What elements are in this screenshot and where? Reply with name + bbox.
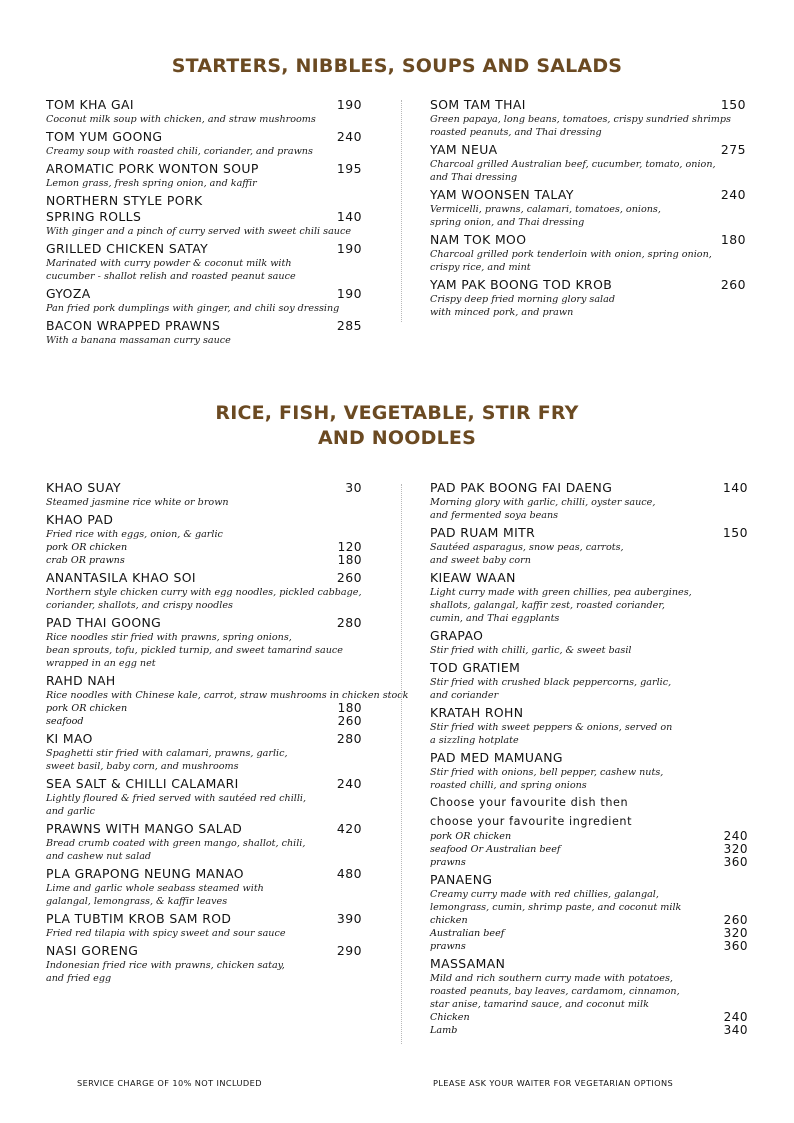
item-name: BACON WRAPPED PRAWNS [46,318,221,333]
item-description: roasted peanuts, and Thai dressing [430,127,602,138]
item-name-row [430,750,748,766]
item-spacer [46,347,362,350]
item-description: roasted peanuts, bay leaves, cardamom, cinnamon, [430,986,680,997]
item-price: 30 [345,480,362,495]
item-name-row [46,512,362,528]
item-description: Marinated with curry powder & coconut milk with [46,258,292,269]
menu-item [430,705,748,747]
item-price: 285 [336,318,362,333]
item-description: galangal, lemongrass, & kaffir leaves [46,896,228,907]
item-description: roasted chilli, and spring onions [430,780,587,791]
item-description: and coriander [430,690,499,701]
item-name-row [46,97,362,113]
item-description: Lime and garlic whole seabass steamed with [46,883,264,894]
item-name-row [430,97,746,113]
item-description: Mild and rich southern curry made with potatoes, [430,973,673,984]
menu-item [430,142,746,184]
item-name: PANAENG [430,872,493,887]
menu-item [46,209,362,238]
starters-section-title: STARTERS, NIBBLES, SOUPS AND SALADS [171,55,623,77]
item-name: YAM NEUA [430,142,498,157]
item-description: Stir fried with onions, bell pepper, cashew nuts, [430,767,664,778]
item-name: KIEAW WAAN [430,570,516,585]
item-description: Creamy soup with roasted chili, coriander, and prawns [46,146,313,157]
mains-left-column [46,480,409,988]
item-price: 195 [336,161,362,176]
menu-item [46,776,362,818]
item-description: and fried egg [46,973,112,984]
item-description: bean sprouts, tofu, pickled turnip, and sweet tamarind sauce [46,645,343,656]
item-description: and cashew nut salad [46,851,152,862]
item-name: GYOZA [46,286,91,301]
item-description: Northern style chicken curry with egg noodles, pickled cabbage, [46,587,362,598]
item-name: RAHD NAH [46,673,116,688]
item-name: PAD PAK BOONG FAI DAENG [430,480,613,495]
option-label: crab OR prawns [46,555,125,566]
item-name: SEA SALT & CHILLI CALAMARI [46,776,239,791]
option-price: 180 [337,701,362,715]
option-price: 320 [723,842,748,856]
item-name: MASSAMAN [430,956,506,971]
item-spacer [46,985,362,988]
item-name-row [46,673,362,689]
item-name: KHAO PAD [46,512,114,527]
option-row [46,554,362,567]
menu-item-massaman [430,956,748,1037]
item-description: shallots, galangal, kaffir zest, roasted coriander, [430,600,665,611]
item-name-row [430,187,746,203]
item-price: 180 [720,232,746,247]
item-spacer [430,319,746,322]
item-description: Lightly floured & fried served with sautéed red chilli, [46,793,307,804]
menu-item [46,866,362,908]
item-description: and garlic [46,806,96,817]
choose-ingredient-line: choose your favourite ingredient [430,815,633,828]
item-description: Indonesian fried rice with prawns, chicken satay, [46,960,285,971]
item-name: PLA GRAPONG NEUNG MANAO [46,866,244,881]
option-price: 360 [723,939,748,953]
item-description: Vermicelli, prawns, calamari, tomatoes, onions, [430,204,661,215]
mains-column-divider [401,484,402,1044]
item-name: ANANTASILA KHAO SOI [46,570,196,585]
menu-item [46,512,362,567]
item-description: Steamed jasmine rice white or brown [46,497,229,508]
item-name: AROMATIC PORK WONTON SOUP [46,161,259,176]
option-label: seafood [46,716,84,727]
vegetarian-options-note: PLEASE ASK YOUR WAITER FOR VEGETARIAN OPTIONS [433,1078,674,1088]
item-description: Light curry made with green chillies, pea aubergines, [430,587,692,598]
menu-item [430,525,748,567]
item-name-row [430,232,746,248]
item-name-row [46,821,362,837]
option-label: Lamb [430,1025,458,1036]
option-row [46,702,362,715]
item-price: 140 [722,480,748,495]
mains-right-column [430,480,748,1037]
menu-item-panaeng [430,872,748,953]
option-price: 240 [723,1010,748,1024]
item-name: KRATAH ROHN [430,705,524,720]
option-label: seafood Or Australian beef [430,844,561,855]
item-name-row [46,615,362,631]
menu-item [46,318,362,347]
item-description: a sizzling hotplate [430,735,519,746]
option-label: prawns [430,941,466,952]
option-row [46,715,362,728]
item-price: 240 [336,129,362,144]
item-description: Coconut milk soup with chicken, and straw mushrooms [46,114,316,125]
menu-item [46,821,362,863]
item-price: 420 [336,821,362,836]
menu-item [46,570,362,612]
item-name-row [430,525,748,541]
item-name: KHAO SUAY [46,480,122,495]
item-price: 260 [720,277,746,292]
item-name-row [46,731,362,747]
item-name: NAM TOK MOO [430,232,527,247]
item-description: Stir fried with crushed black peppercorns, garlic, [430,677,672,688]
item-name: NASI GORENG [46,943,139,958]
item-price: 140 [336,209,362,224]
mains-section-title-line2: AND NOODLES [318,427,476,449]
item-name: SOM TAM THAI [430,97,526,112]
item-description: Bread crumb coated with green mango, shallot, chili, [46,838,306,849]
menu-item [46,615,362,670]
menu-item [46,286,362,315]
item-price: 150 [722,525,748,540]
option-price: 240 [723,829,748,843]
menu-item [46,193,362,209]
option-row [430,856,748,869]
item-price: 150 [720,97,746,112]
item-description: sweet basil, baby corn, and mushrooms [46,761,239,772]
menu-item [46,241,362,283]
starters-left-column [46,97,362,350]
item-price: 240 [336,776,362,791]
item-price: 260 [336,570,362,585]
item-description: cumin, and Thai eggplants [430,613,560,624]
item-description: Creamy curry made with red chillies, galangal, [430,889,659,900]
choose-dish-line: Choose your favourite dish then [430,796,629,809]
option-row [430,843,748,856]
menu-item [430,97,746,139]
item-name: YAM WOONSEN TALAY [430,187,574,202]
item-description: Spaghetti stir fried with calamari, prawns, garlic, [46,748,288,759]
menu-item [430,480,748,522]
item-description: star anise, tamarind sauce, and coconut milk [430,999,649,1010]
item-name-row [46,776,362,792]
item-name-row [430,277,746,293]
item-description: With a banana massaman curry sauce [46,335,231,346]
option-price: 120 [337,540,362,554]
item-price: 275 [720,142,746,157]
item-price: 190 [336,97,362,112]
item-name: TOM KHA GAI [46,97,134,112]
option-price: 320 [723,926,748,940]
item-description: Sautéed asparagus, snow peas, carrots, [430,542,624,553]
choose-ingredient-block [430,795,748,869]
item-name-row [430,480,748,496]
item-name-row [430,660,748,676]
item-description: lemongrass, cumin, shrimp paste, and coconut milk [430,902,682,913]
item-description: Rice noodles with Chinese kale, carrot, straw mushrooms in chicken stock [46,690,409,701]
item-name-row [46,286,362,302]
item-name-row [46,193,362,209]
item-name-row [46,318,362,334]
item-description: wrapped in an egg net [46,658,156,669]
item-name-row [46,161,362,177]
item-description: crispy rice, and mint [430,262,531,273]
menu-item [46,480,362,509]
item-name: SPRING ROLLS [46,209,142,224]
option-row [430,927,748,940]
item-description: Crispy deep fried morning glory salad [430,294,615,305]
option-label: pork OR chicken [46,542,128,553]
starters-column-divider [401,100,402,322]
menu-item [46,731,362,773]
option-label: pork OR chicken [430,831,512,842]
item-price: 290 [336,943,362,958]
item-description: Rice noodles stir fried with prawns, spring onions, [46,632,292,643]
item-price: 280 [336,731,362,746]
item-price: 240 [720,187,746,202]
item-name: GRILLED CHICKEN SATAY [46,241,209,256]
menu-item [46,129,362,158]
item-name: YAM PAK BOONG TOD KROB [430,277,613,292]
item-name-row [430,142,746,158]
item-price: 190 [336,241,362,256]
option-row [430,830,748,843]
item-description: spring onion, and Thai dressing [430,217,585,228]
option-row [430,1024,748,1037]
option-price: 340 [723,1023,748,1037]
menu-item [46,161,362,190]
option-row [430,940,748,953]
menu-item [430,187,746,229]
item-name: NORTHERN STYLE PORK [46,193,203,208]
starters-right-column [430,97,746,322]
menu-item [46,673,409,728]
item-name: PAD RUAM MITR [430,525,536,540]
option-label: Australian beef [430,928,505,939]
item-description: Green papaya, long beans, tomatoes, crispy sundried shrimps [430,114,731,125]
item-description: Charcoal grilled Australian beef, cucumber, tomato, onion, [430,159,716,170]
item-description: Pan fried pork dumplings with ginger, and chili soy dressing [46,303,340,314]
option-price: 260 [337,714,362,728]
option-price: 260 [723,913,748,927]
item-description: coriander, shallots, and crispy noodles [46,600,233,611]
item-description: cucumber - shallot relish and roasted peanut sauce [46,271,296,282]
item-name-row [430,570,748,586]
menu-item [430,277,746,319]
menu-item [430,232,746,274]
item-name: KI MAO [46,731,93,746]
item-description: Lemon grass, fresh spring onion, and kaffir [46,178,257,189]
menu-item [46,943,362,985]
item-name-row [46,209,362,225]
menu-item [430,570,748,625]
item-name-row [430,628,748,644]
item-name: PRAWNS WITH MANGO SALAD [46,821,243,836]
item-description: Stir fried with chilli, garlic, & sweet basil [430,645,632,656]
item-name: TOM YUM GOONG [46,129,163,144]
item-description: Fried rice with eggs, onion, & garlic [46,529,223,540]
item-name-row [46,480,362,496]
item-description: Charcoal grilled pork tenderloin with onion, spring onion, [430,249,712,260]
option-price: 180 [337,553,362,567]
service-charge-note: SERVICE CHARGE OF 10% NOT INCLUDED [77,1078,262,1088]
option-row [430,914,748,927]
item-name: PAD MED MAMUANG [430,750,563,765]
item-name-row [430,705,748,721]
item-name-row [46,911,362,927]
item-name-row [46,241,362,257]
option-price: 360 [723,855,748,869]
item-name: PLA TUBTIM KROB SAM ROD [46,911,232,926]
item-description: and fermented soya beans [430,510,559,521]
menu-item [430,750,748,792]
option-label: chicken [430,915,468,926]
item-description: and Thai dressing [430,172,518,183]
item-price: 280 [336,615,362,630]
option-row [430,1011,748,1024]
item-name-row [46,943,362,959]
option-label: prawns [430,857,466,868]
item-description: with minced pork, and prawn [430,307,574,318]
option-label: pork OR chicken [46,703,128,714]
item-name-row [46,570,362,586]
option-label: Chicken [430,1012,470,1023]
item-description: Fried red tilapia with spicy sweet and sour sauce [46,928,286,939]
item-name: PAD THAI GOONG [46,615,162,630]
menu-item [46,911,362,940]
item-price: 480 [336,866,362,881]
mains-section-title-line1: RICE, FISH, VEGETABLE, STIR FRY [215,402,579,424]
menu-item [430,628,748,657]
item-description: Morning glory with garlic, chilli, oyster sauce, [430,497,656,508]
menu-item [430,660,748,702]
item-price: 390 [336,911,362,926]
item-name: GRAPAO [430,628,484,643]
item-name-row [46,129,362,145]
item-description: and sweet baby corn [430,555,531,566]
item-name: TOD GRATIEM [430,660,521,675]
item-name-row [46,866,362,882]
menu-item [46,97,362,126]
item-description: With ginger and a pinch of curry served with sweet chili sauce [46,226,352,237]
item-description: Stir fried with sweet peppers & onions, served on [430,722,673,733]
item-price: 190 [336,286,362,301]
option-row [46,541,362,554]
